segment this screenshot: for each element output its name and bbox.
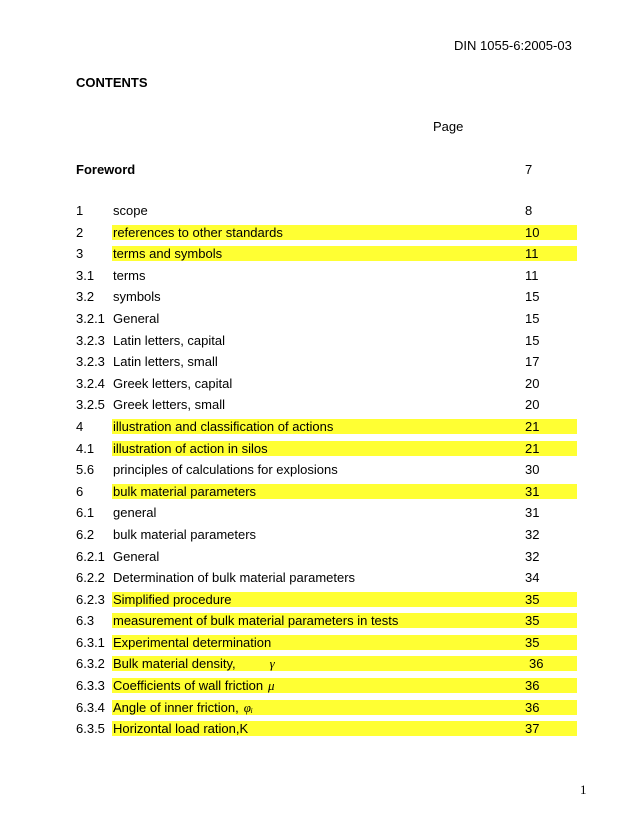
toc-entry-title: Bulk material density,	[113, 656, 236, 672]
toc-entry-number: 3	[76, 246, 84, 262]
toc-entry-title-cell	[113, 286, 161, 308]
toc-entry-number: 6.1	[76, 505, 95, 521]
toc-entry-page: 8	[525, 203, 533, 218]
toc-entry-title-cell	[113, 610, 398, 632]
toc-entry-number: 6.2	[76, 526, 95, 542]
toc-entry	[74, 416, 564, 438]
toc-entry-title-cell	[113, 697, 253, 719]
toc-entry	[74, 459, 564, 481]
toc-entry-number: 3.2.1	[76, 310, 105, 326]
toc-entry-title: Latin letters, capital	[113, 332, 226, 348]
toc-entry-title: general	[113, 505, 157, 521]
toc-entry-title: principles of calculations for explosions	[113, 462, 338, 478]
toc-entry-title-cell	[113, 718, 248, 740]
toc-entry-title-cell	[113, 330, 225, 352]
toc-entry-title-cell	[113, 243, 222, 265]
toc-entry-title-cell	[113, 351, 218, 373]
toc-entry-title-cell	[113, 481, 256, 503]
toc-entry-title-cell	[113, 308, 159, 330]
toc-entry-title: General	[113, 548, 160, 564]
toc-entry-title-cell	[113, 459, 338, 481]
toc-entry	[74, 567, 564, 589]
toc-entry-title: references to other standards	[113, 224, 283, 240]
toc-entry	[74, 546, 564, 568]
page-number: 1	[580, 782, 587, 797]
toc-entry-page: 36	[529, 656, 544, 672]
toc-entry-title: terms	[113, 267, 146, 283]
toc-entry-number: 3.2.3	[76, 354, 105, 370]
toc-entry-page: 35	[525, 634, 540, 650]
toc-entry-title: Angle of inner friction,	[113, 699, 239, 715]
toc-entry	[74, 697, 564, 719]
toc-entry	[74, 502, 564, 524]
toc-entry	[74, 632, 564, 654]
page-column-label: Page	[433, 119, 464, 134]
toc-entry	[74, 610, 564, 632]
toc-entry-page: 35	[525, 591, 540, 607]
toc-entry-title: Coefficients of wall friction	[113, 678, 264, 694]
toc-entry-number: 1	[76, 203, 84, 218]
toc-entry-title-cell	[113, 589, 232, 611]
toc-entry-number: 6.3	[76, 613, 95, 629]
toc-entry-page: 34	[525, 570, 540, 586]
toc-entry-title: Determination of bulk material parameters	[113, 570, 356, 586]
toc-entry	[74, 718, 564, 740]
toc-entry-page: 10	[525, 224, 540, 240]
toc-entry-page: 17	[525, 354, 540, 370]
toc-entry-number: 3.2.3	[76, 332, 105, 348]
document-id: DIN 1055-6:2005-03	[454, 38, 572, 53]
toc-entry-title-cell	[113, 373, 232, 395]
toc-entry-page: 11	[525, 267, 539, 283]
toc-entry	[74, 438, 564, 460]
toc-entry-number: 6.2.1	[76, 548, 105, 564]
toc-entry-page: 20	[525, 375, 540, 391]
toc-entry-number: 6.3.5	[76, 721, 105, 737]
toc-entry-title: Latin letters, small	[113, 354, 218, 370]
toc-entry-number: 6.3.1	[76, 634, 105, 650]
toc-entry-title: Simplified procedure	[113, 591, 232, 607]
toc-entry-page: 32	[525, 548, 540, 564]
toc-entry-number: 6.3.4	[76, 699, 105, 715]
toc-entry-number: 6	[76, 483, 84, 499]
toc-entry-number: 3.1	[76, 267, 95, 283]
toc-entry-page: 20	[525, 397, 540, 413]
toc-entry	[74, 222, 564, 244]
toc-entry	[74, 286, 564, 308]
toc-entry-title-cell	[113, 438, 268, 460]
toc-entry-title: bulk material parameters	[113, 483, 257, 499]
toc-entry-symbol: φᵢ	[243, 699, 253, 715]
foreword-label: Foreword	[76, 162, 136, 177]
toc-entry-page: 36	[525, 678, 540, 694]
toc-entry-title-cell	[113, 265, 146, 287]
toc-entry	[74, 675, 564, 697]
toc-entry-page: 37	[525, 721, 540, 737]
contents-heading: CONTENTS	[76, 75, 148, 90]
toc-entry-symbol: γ	[269, 656, 275, 672]
table-of-contents	[74, 200, 564, 740]
toc-entry-number: 5.6	[76, 462, 95, 478]
toc-entry-page: 31	[525, 483, 540, 499]
toc-entry-title-cell	[113, 524, 256, 546]
toc-entry-number: 3.2	[76, 289, 95, 305]
toc-entry-title: bulk material parameters	[113, 526, 257, 542]
toc-entry-title: Experimental determination	[113, 634, 272, 650]
toc-entry-title: measurement of bulk material parameters in tests	[113, 613, 399, 629]
toc-entry-title-cell	[113, 546, 159, 568]
toc-entry	[74, 351, 564, 373]
toc-entry	[74, 394, 564, 416]
toc-entry-title: terms and symbols	[113, 246, 223, 262]
toc-entry-page: 15	[525, 332, 540, 348]
toc-entry-title-cell	[113, 200, 148, 222]
foreword-page: 7	[525, 162, 533, 177]
toc-entry-page: 21	[525, 440, 540, 456]
toc-entry-title-cell	[113, 394, 225, 416]
toc-entry-page: 11	[525, 246, 539, 262]
toc-entry	[74, 481, 564, 503]
toc-entry	[74, 373, 564, 395]
toc-entry-page: 32	[525, 526, 540, 542]
toc-entry	[74, 524, 564, 546]
toc-entry-number: 4.1	[76, 440, 95, 456]
toc-entry-title-cell	[113, 502, 156, 524]
toc-entry	[74, 330, 564, 352]
toc-entry-page: 31	[525, 505, 540, 521]
toc-entry	[74, 589, 564, 611]
toc-entry-title: illustration of action in silos	[113, 440, 268, 456]
toc-entry-number: 4	[76, 418, 84, 434]
toc-entry	[74, 308, 564, 330]
toc-entry-title: Greek letters, small	[113, 397, 225, 413]
toc-entry-page: 15	[525, 289, 540, 305]
toc-entry-page: 21	[525, 418, 540, 434]
toc-entry-title-cell	[113, 567, 355, 589]
toc-entry-title-cell	[113, 675, 275, 697]
toc-entry-number: 6.2.2	[76, 570, 105, 586]
toc-entry-title-cell	[113, 416, 333, 438]
toc-entry-title-cell	[113, 222, 283, 244]
toc-entry-title: symbols	[113, 289, 161, 305]
toc-entry-title: Horizontal load ration,K	[113, 721, 249, 737]
toc-entry-title-cell	[113, 632, 271, 654]
toc-entry	[74, 200, 564, 222]
toc-entry-number: 6.3.2	[76, 656, 105, 672]
toc-entry-page: 36	[525, 699, 540, 715]
toc-entry	[74, 265, 564, 287]
toc-entry-number: 2	[76, 224, 84, 240]
toc-entry-page: 35	[525, 613, 540, 629]
toc-entry-number: 3.2.4	[76, 375, 105, 391]
toc-entry-symbol: μ	[268, 678, 275, 694]
toc-entry-title-cell	[113, 653, 275, 675]
toc-entry-number: 6.3.3	[76, 678, 105, 694]
toc-entry	[74, 243, 564, 265]
toc-entry-title: illustration and classification of actions	[113, 418, 334, 434]
toc-entry-title: scope	[113, 203, 148, 218]
toc-entry-number: 3.2.5	[76, 397, 105, 413]
toc-entry-page: 15	[525, 310, 540, 326]
toc-entry-title: Greek letters, capital	[113, 375, 233, 391]
toc-entry	[74, 653, 564, 675]
toc-entry-number: 6.2.3	[76, 591, 105, 607]
toc-entry-page: 30	[525, 462, 540, 478]
toc-entry-title: General	[113, 310, 160, 326]
